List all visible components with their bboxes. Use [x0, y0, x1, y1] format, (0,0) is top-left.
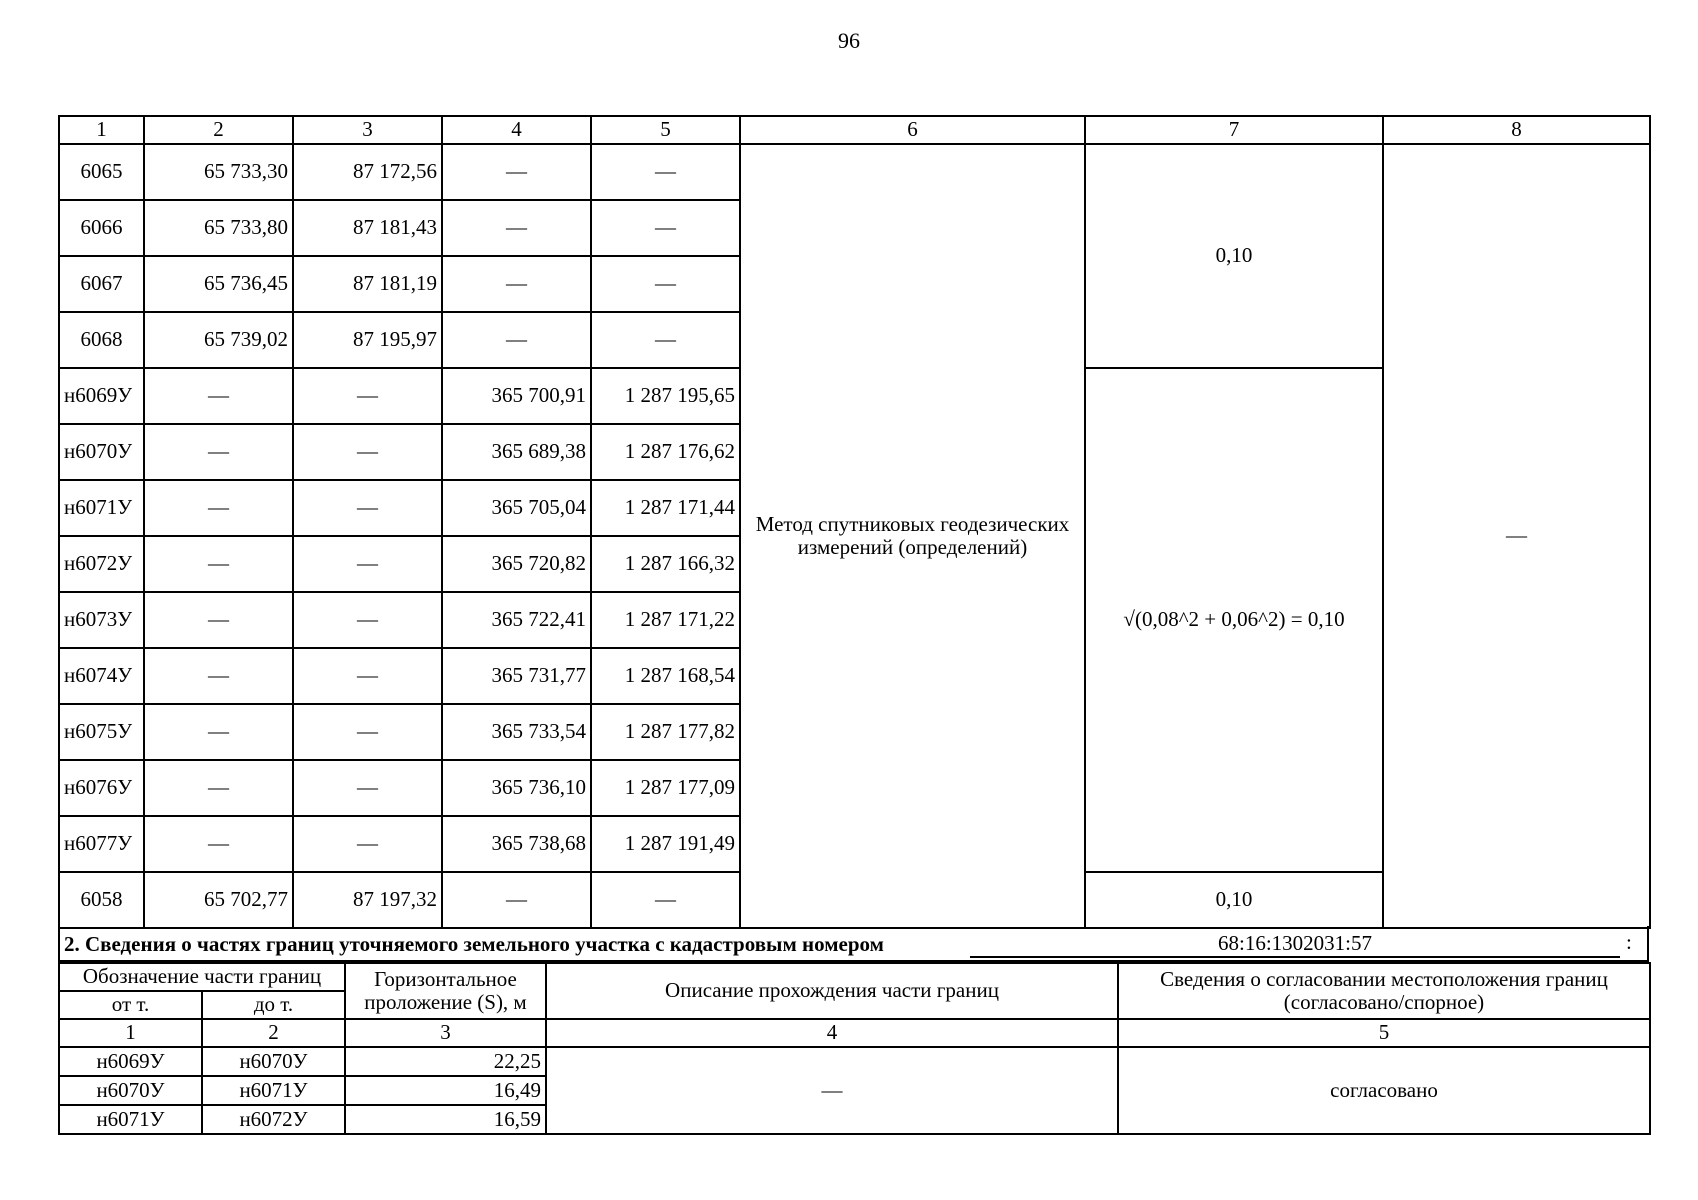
column-number: 1	[59, 1019, 202, 1047]
x-existing: 65 702,77	[144, 872, 293, 928]
x-existing: 65 733,80	[144, 200, 293, 256]
x-new: —	[442, 144, 591, 200]
y-new: 1 287 166,32	[591, 536, 740, 592]
y-existing: 87 181,19	[293, 256, 442, 312]
point-name: н6077У	[59, 816, 144, 872]
cadastral-number: 68:16:1302031:57	[970, 930, 1620, 958]
column-number: 4	[442, 116, 591, 144]
point-name: н6073У	[59, 592, 144, 648]
y-new: —	[591, 200, 740, 256]
agreement: согласовано	[1118, 1047, 1650, 1134]
column-number: 1	[59, 116, 144, 144]
method-cell: Метод спутниковых геодезических измерений (определений)	[740, 144, 1085, 928]
point-name: н6076У	[59, 760, 144, 816]
x-existing: —	[144, 536, 293, 592]
x-new: —	[442, 872, 591, 928]
point-name: н6071У	[59, 480, 144, 536]
distance: 16,59	[345, 1105, 546, 1134]
y-existing: 87 197,32	[293, 872, 442, 928]
y-new: —	[591, 144, 740, 200]
x-new: 365 705,04	[442, 480, 591, 536]
parts-header-row	[59, 963, 1650, 991]
parts-column-number-row	[59, 1019, 1650, 1047]
x-existing: —	[144, 816, 293, 872]
column-number: 3	[345, 1019, 546, 1047]
column-number: 4	[546, 1019, 1118, 1047]
boundary-parts-table	[58, 962, 1651, 1135]
y-existing: 87 181,43	[293, 200, 442, 256]
x-new: 365 720,82	[442, 536, 591, 592]
to-point: н6072У	[202, 1105, 345, 1134]
y-existing: —	[293, 424, 442, 480]
from-point: н6070У	[59, 1076, 202, 1105]
header-from: от т.	[59, 991, 202, 1019]
point-name: н6074У	[59, 648, 144, 704]
y-new: 1 287 171,44	[591, 480, 740, 536]
section-2-header	[58, 926, 1649, 962]
point-name: н6070У	[59, 424, 144, 480]
column-number-row	[59, 116, 1650, 144]
x-new: —	[442, 256, 591, 312]
column-8-value: —	[1383, 144, 1650, 928]
description: —	[546, 1047, 1118, 1134]
point-name: 6058	[59, 872, 144, 928]
point-name: 6068	[59, 312, 144, 368]
column-number: 5	[591, 116, 740, 144]
column-number: 5	[1118, 1019, 1650, 1047]
x-existing: 65 739,02	[144, 312, 293, 368]
y-new: 1 287 168,54	[591, 648, 740, 704]
precision-group-1: 0,10	[1085, 144, 1383, 368]
x-new: —	[442, 200, 591, 256]
x-new: 365 700,91	[442, 368, 591, 424]
point-name: н6072У	[59, 536, 144, 592]
y-existing: —	[293, 760, 442, 816]
header-description: Описание прохождения части границ	[546, 963, 1118, 1019]
x-existing: —	[144, 648, 293, 704]
from-point: н6069У	[59, 1047, 202, 1076]
y-new: 1 287 191,49	[591, 816, 740, 872]
column-number: 7	[1085, 116, 1383, 144]
x-existing: —	[144, 480, 293, 536]
table-row	[59, 144, 1650, 200]
y-new: 1 287 195,65	[591, 368, 740, 424]
header-agreement: Сведения о согласовании местоположения границ (согласовано/спорное)	[1118, 963, 1650, 1019]
y-existing: —	[293, 592, 442, 648]
y-new: 1 287 177,09	[591, 760, 740, 816]
x-new: 365 736,10	[442, 760, 591, 816]
y-new: —	[591, 256, 740, 312]
header-to: до т.	[202, 991, 345, 1019]
precision-group-2: √(0,08^2 + 0,06^2) = 0,10	[1085, 368, 1383, 872]
to-point: н6071У	[202, 1076, 345, 1105]
header-designation: Обозначение части границ	[59, 963, 345, 991]
x-existing: —	[144, 368, 293, 424]
section-2-title: 2. Сведения о частях границ уточняемого земельного участка с кадастровым номером	[64, 932, 884, 956]
x-existing: —	[144, 424, 293, 480]
distance: 16,49	[345, 1076, 546, 1105]
x-new: 365 738,68	[442, 816, 591, 872]
point-name: 6067	[59, 256, 144, 312]
y-existing: —	[293, 648, 442, 704]
x-existing: —	[144, 592, 293, 648]
x-existing: 65 736,45	[144, 256, 293, 312]
x-new: 365 731,77	[442, 648, 591, 704]
y-new: —	[591, 312, 740, 368]
y-new: 1 287 171,22	[591, 592, 740, 648]
y-new: 1 287 177,82	[591, 704, 740, 760]
x-existing: 65 733,30	[144, 144, 293, 200]
y-existing: 87 195,97	[293, 312, 442, 368]
y-existing: —	[293, 704, 442, 760]
page-number: 96	[838, 28, 860, 53]
from-point: н6071У	[59, 1105, 202, 1134]
column-number: 3	[293, 116, 442, 144]
y-existing: —	[293, 368, 442, 424]
column-number: 8	[1383, 116, 1650, 144]
y-existing: 87 172,56	[293, 144, 442, 200]
x-new: —	[442, 312, 591, 368]
point-name: 6065	[59, 144, 144, 200]
section-2-colon: :	[1626, 930, 1632, 954]
point-name: н6075У	[59, 704, 144, 760]
precision-last: 0,10	[1085, 872, 1383, 928]
x-new: 365 733,54	[442, 704, 591, 760]
y-existing: —	[293, 536, 442, 592]
to-point: н6070У	[202, 1047, 345, 1076]
point-name: н6069У	[59, 368, 144, 424]
y-new: 1 287 176,62	[591, 424, 740, 480]
table-row	[59, 1047, 1650, 1076]
x-existing: —	[144, 704, 293, 760]
y-existing: —	[293, 480, 442, 536]
x-new: 365 722,41	[442, 592, 591, 648]
y-existing: —	[293, 816, 442, 872]
distance: 22,25	[345, 1047, 546, 1076]
point-name: 6066	[59, 200, 144, 256]
coordinates-table	[58, 115, 1651, 929]
x-new: 365 689,38	[442, 424, 591, 480]
column-number: 6	[740, 116, 1085, 144]
y-new: —	[591, 872, 740, 928]
column-number: 2	[144, 116, 293, 144]
column-number: 2	[202, 1019, 345, 1047]
x-existing: —	[144, 760, 293, 816]
header-distance: Горизонтальное проложение (S), м	[345, 963, 546, 1019]
